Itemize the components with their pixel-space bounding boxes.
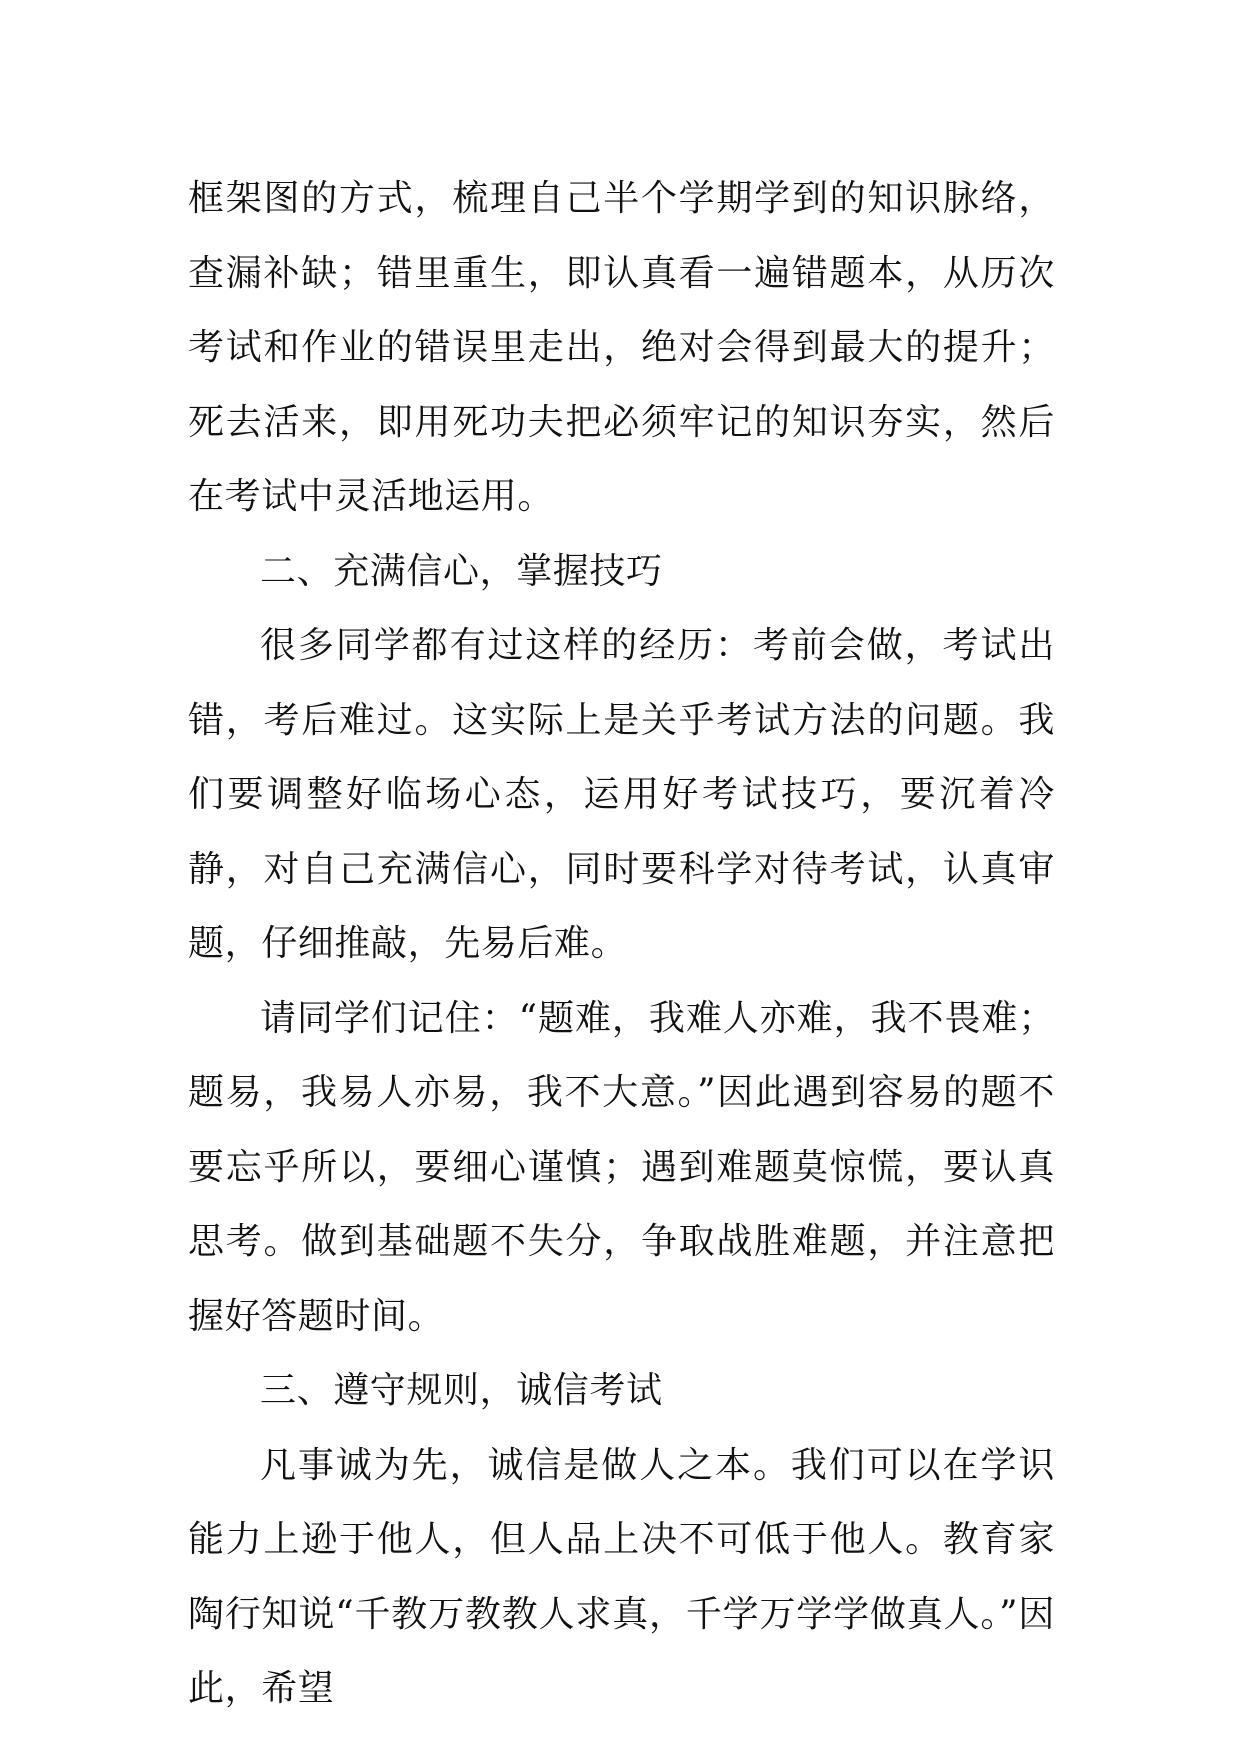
section-heading-integrity: 三、遵守规则，诚信考试 — [260, 1370, 663, 1411]
paragraph-exam-techniques: 很多同学都有过这样的经历：考前会做，考试出错，考后难过。这实际上是关乎考试方法的问题。我们要调整好临场心态，运用好考试技巧，要沉着冷静，对自己充满信心，同时要科学对待考试，认真审题，仔细推敲，先易后难。 — [188, 625, 1055, 964]
document-body — [188, 162, 1055, 1727]
paragraph-study-methods-continued: 框架图的方式，梳理自己半个学期学到的知识脉络，查漏补缺；错里重生，即认真看一遍错题本，从历次考试和作业的错误里走出，绝对会得到最大的提升；死去活来，即用死功夫把必须牢记的知识夯实，然后在考试中灵活地运用。 — [188, 178, 1055, 517]
paragraph-remember-quote: 请同学们记住：“题难，我难人亦难，我不畏难；题易，我易人亦易，我不大意。”因此遇到容易的题不要忘乎所以，要细心谨慎；遇到难题莫惊慌，要认真思考。做到基础题不失分，争取战胜难题，并注意把握好答题时间。 — [188, 997, 1055, 1337]
paragraph-honesty: 凡事诚为先，诚信是做人之本。我们可以在学识能力上逊于他人，但人品上决不可低于他人。教育家陶行知说“千教万教教人求真，千学万学学做真人。”因此，希望 — [188, 1444, 1055, 1709]
section-heading-confidence-skills: 二、充满信心，掌握技巧 — [260, 550, 663, 592]
